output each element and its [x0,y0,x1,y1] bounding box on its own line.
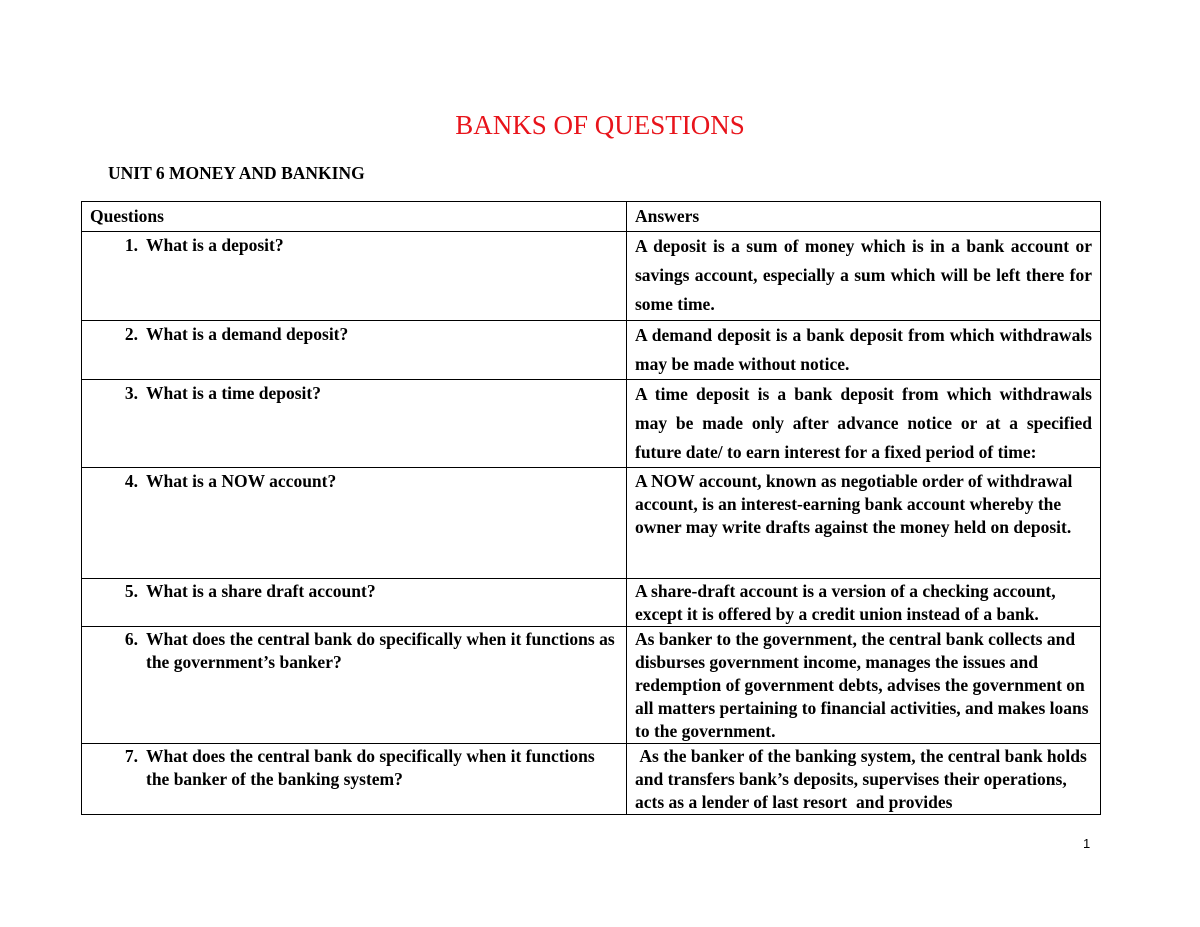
question-number: 4. [124,471,138,491]
question-text: What does the central bank do specifically when it functions as the government’s banker? [146,629,615,672]
question-number: 1. [124,235,138,255]
answer-text: A time deposit is a bank deposit from which withdrawals may be made only after advance notice or at a specified future date/ to earn interest for a fixed period of time: [635,384,1092,462]
table-row [82,627,1101,744]
answer-text: A demand deposit is a bank deposit from which withdrawals may be made without notice. [635,325,1092,374]
question-text: What is a time deposit? [146,383,321,403]
question-number: 3. [124,383,138,403]
question-number: 6. [124,629,138,649]
unit-heading: UNIT 6 MONEY AND BANKING [108,163,365,183]
answer-text: As the banker of the banking system, the central bank holds and transfers bank’s deposits, supervises their operations, acts as a lender of last resort and provides [635,746,1092,812]
answer-text: A NOW account, known as negotiable order of withdrawal account, is an interest-earning bank account whereby the owner may write drafts against the money held on deposit. [635,471,1073,537]
question-text: What is a deposit? [146,235,284,255]
question-text: What is a demand deposit? [146,324,349,344]
table-row [82,232,1101,321]
table-row [82,744,1101,815]
document-title: BANKS OF QUESTIONS [455,110,745,140]
table-row [82,380,1101,468]
question-text: What is a share draft account? [146,581,376,601]
table-row [82,468,1101,579]
question-text: What is a NOW account? [146,471,337,491]
question-number: 5. [124,581,138,601]
questions-header: Questions [82,202,627,232]
table-row [82,321,1101,380]
question-text: What does the central bank do specifically when it functions the banker of the banking system? [146,746,595,789]
answer-text: As banker to the government, the central bank collects and disburses government income, manages the issues and redemption of government debts, advises the government on all matters pertaining to financial activities, and makes loans to the government. [635,629,1089,741]
answers-header: Answers [627,202,1101,232]
table-row [82,579,1101,627]
page-number: 1 [1083,836,1091,851]
qa-table [81,201,1101,815]
question-number: 2. [124,324,138,344]
answer-text: A deposit is a sum of money which is in a bank account or savings account, especially a sum which will be left there for some time. [635,236,1092,314]
answer-text: A share-draft account is a version of a checking account, except it is offered by a credit union instead of a bank. [635,581,1056,624]
table-header-row [82,202,1101,232]
question-number: 7. [124,746,138,766]
